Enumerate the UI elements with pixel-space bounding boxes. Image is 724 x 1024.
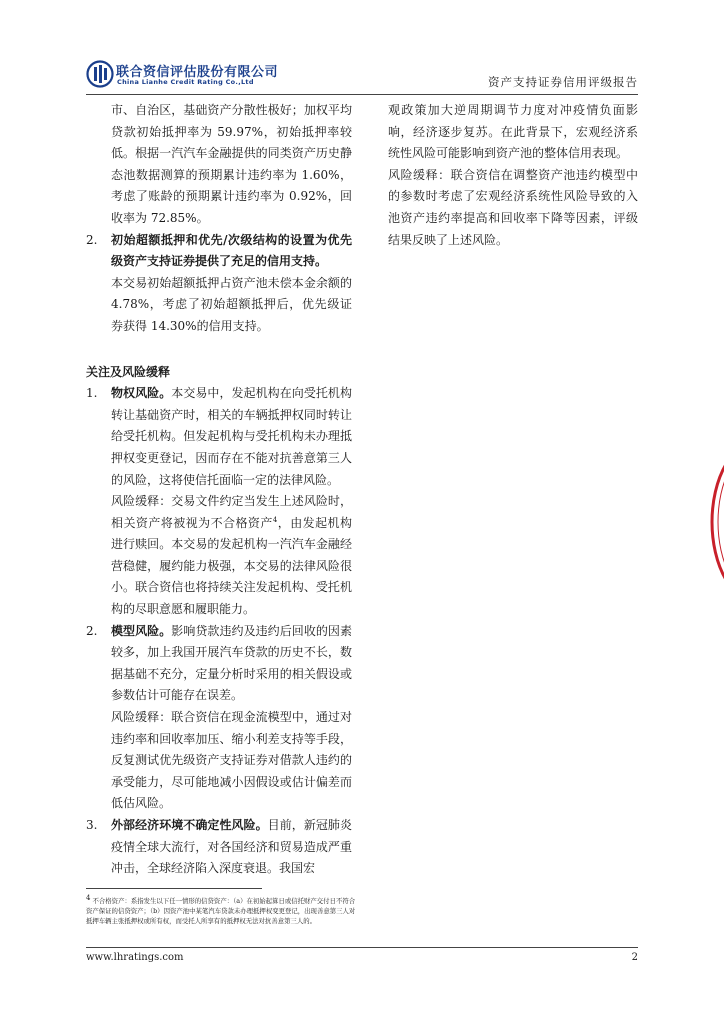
item-body: 本交易初始超额抵押占资产池未偿本金余额的 4.78%，考虑了初始超额抵押后，优先级证券获得 14.30%的信用支持。 bbox=[111, 275, 352, 333]
footnote-number: 4 bbox=[86, 893, 91, 902]
risk-body: 影响贷款违约及违约后回收的因素较多，加上我国开展汽车贷款的历史不长，数据基础不充分，定量分析时采用的相关假设或参数估计可能存在误差。 bbox=[111, 623, 352, 703]
risk-title: 外部经济环境不确定性风险。 bbox=[111, 818, 268, 832]
company-seal-stamp bbox=[700, 432, 724, 612]
item-number: 3. bbox=[86, 818, 98, 832]
section-title: 关注及风险缓释 bbox=[86, 364, 171, 379]
footnote-text: 不合格资产：系指发生以下任一情形的信贷资产：（a）在初始起算日或信托财产交付日不符合资产保证的信贷资产；（b）因资产池中某笔汽车贷款未办理抵押权变更登记，出现善意第三人对抵押车辆主张抵押权或所有权，而受托人所享有的抵押权无法对抗善意第三人的。 bbox=[86, 897, 356, 925]
website-link[interactable]: www.lhratings.com bbox=[86, 952, 184, 963]
lianhe-logo-icon bbox=[86, 60, 114, 88]
mitigation-text-cont: ，由发起机构进行赎回。本交易的发起机构一汽汽车金融经营稳健，履约能力极强，本交易的法律风险很小。联合资信也将持续关注发起机构、受托机构的尽职意愿和履职能力。 bbox=[111, 515, 352, 617]
risk-item-2 bbox=[86, 621, 352, 815]
report-type-title: 资产支持证券信用评级报告 bbox=[488, 75, 638, 89]
item-number: 2. bbox=[86, 232, 98, 247]
risk-item-1 bbox=[86, 383, 352, 621]
continuation-paragraph: 市、自治区，基础资产分散性极好；加权平均贷款初始抵押率为 59.97%，初始抵押率较低。根据一汽汽车金融提供的同类资产历史静态池数据测算的预期累计违约率为 1.60%，考虑了账龄的预期累计违约率为 0.92%，回收率为 72.85%。 bbox=[111, 103, 352, 225]
logo-chinese-name: 联合资信评估股份有限公司 bbox=[116, 65, 279, 80]
risk-body: 本交易中，发起机构在向受托机构转让基础资产时，相关的车辆抵押权同时转让给受托机构。但发起机构与受托机构未办理抵押权变更登记，因而存在不能对抗善意第三人的风险，这将使信托面临一定的法律风险。 bbox=[111, 386, 352, 487]
footnote bbox=[86, 893, 356, 926]
mitigation-text: 风险缓释：联合资信在现金流模型中，通过对违约率和回收率加压、缩小利差支持等手段，反复测试优先级资产支持证券对借款人违约的承受能力，尽可能地减小因假设或估计偏差而低估风险。 bbox=[111, 710, 352, 811]
risk-body: 目前，新冠肺炎疫情全球大流行，对各国经济和贸易造成严重冲击，全球经济陷入深度衰退。我国宏 bbox=[111, 818, 352, 876]
continuation-paragraph: 观政策加大逆周期调节力度对冲疫情负面影响，经济逐步复苏。在此背景下，宏观经济系统性风险可能影响到资产池的整体信用表现。 bbox=[388, 103, 638, 161]
logo-english-name: China Lianhe Credit Rating Co.,Ltd bbox=[117, 78, 254, 86]
footer-divider bbox=[86, 947, 638, 948]
left-column bbox=[86, 100, 352, 880]
company-logo bbox=[86, 60, 286, 92]
risk-title: 模型风险。 bbox=[111, 623, 172, 638]
footnote-reference[interactable]: 4 bbox=[272, 515, 278, 524]
risk-title: 物权风险。 bbox=[111, 386, 172, 401]
risk-item-3 bbox=[86, 815, 352, 880]
item-number: 2. bbox=[86, 623, 98, 638]
header-divider bbox=[86, 94, 638, 95]
right-column bbox=[388, 100, 638, 251]
item-number: 1. bbox=[86, 386, 98, 401]
strength-item-2 bbox=[86, 230, 352, 338]
mitigation-text: 风险缓释：交易文件约定当发生上述风险时，相关资产将被视为不合格资产 bbox=[111, 494, 352, 530]
page-number: 2 bbox=[631, 952, 638, 963]
item-title: 初始超额抵押和优先/次级结构的设置为优先级资产支持证券提供了充足的信用支持。 bbox=[111, 232, 352, 269]
mitigation-text: 风险缓释：联合资信在调整资产池违约模型中的参数时考虑了宏观经济系统性风险导致的入池资产违约率提高和回收率下降等因素，评级结果反映了上述风险。 bbox=[388, 167, 638, 247]
footnote-divider bbox=[86, 888, 262, 889]
